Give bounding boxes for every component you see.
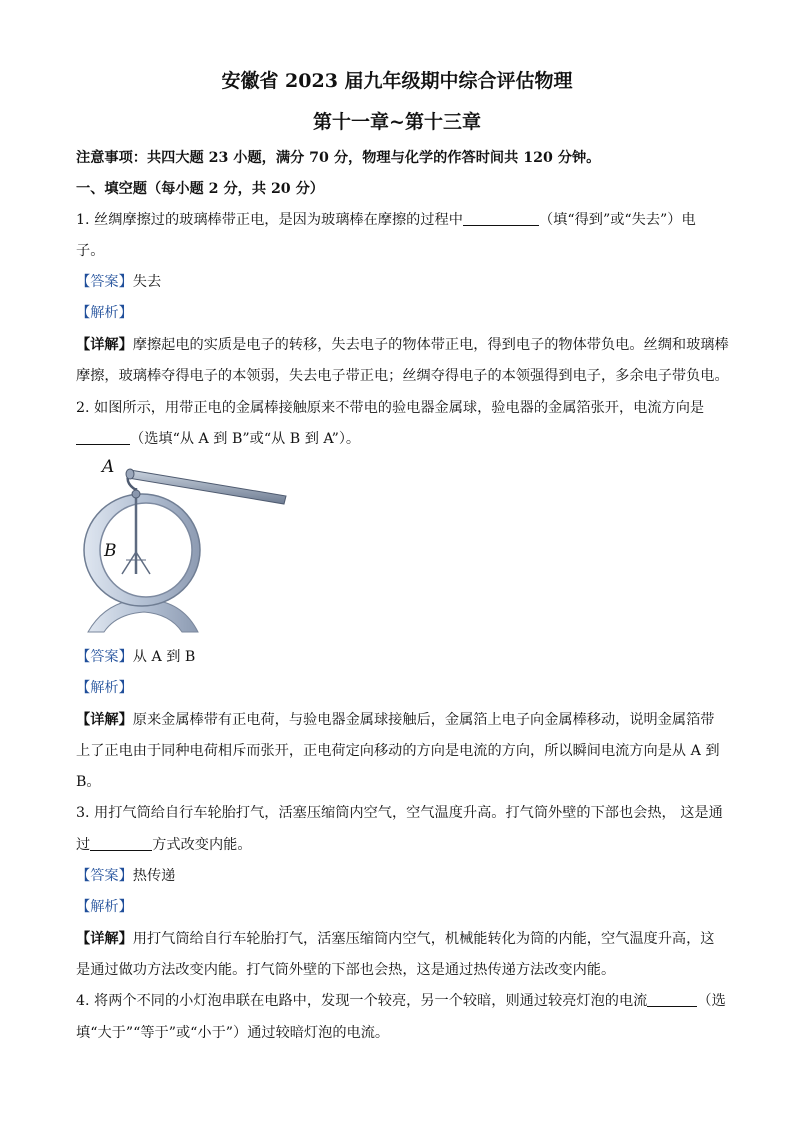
question-1-stem [76, 209, 696, 229]
detail-text: 摩擦起电的实质是电子的转移，失去电子的物体带正电，得到电子的物体带负电。丝绸和玻璃棒 [132, 337, 729, 353]
answer-blank [463, 211, 539, 226]
question-1-text-a: 1. 丝绸摩擦过的玻璃棒带正电，是因为玻璃棒在摩擦的过程中 [76, 212, 463, 228]
analysis-label: 【解析】 [76, 899, 133, 915]
detail-label: 【详解】 [76, 712, 133, 728]
answer-label: 【答案】 [76, 868, 133, 884]
question-4-text-b: （选 [697, 993, 726, 1009]
question-1-answer [76, 271, 161, 291]
answer-text: 失去 [132, 274, 162, 290]
label-a: A [102, 457, 115, 477]
question-2-analysis [76, 677, 133, 697]
question-4-stem [76, 990, 726, 1010]
question-1-detail [76, 334, 729, 354]
question-2-detail-cont: 上了正电由于同种电荷相斥而张开，正电荷定向移动的方向是电流的方向，所以瞬间电流方向是从 A 到 [76, 743, 720, 759]
question-1-stem-cont: 子。 [76, 243, 105, 259]
detail-label: 【详解】 [76, 337, 133, 353]
question-2-stem-cont [76, 428, 360, 448]
question-3-analysis [76, 896, 133, 916]
question-2-stem: 2. 如图所示，用带正电的金属棒接触原来不带电的验电器金属球，验电器的金属箔张开，电流方向是 [76, 400, 705, 416]
question-1-detail-cont: 摩擦，玻璃棒夺得电子的本领弱，失去电子带正电；丝绸夺得电子的本领强得到电子，多余电子带负电。 [76, 368, 729, 384]
detail-label: 【详解】 [76, 931, 133, 947]
answer-label: 【答案】 [76, 649, 133, 665]
question-3-detail-cont: 是通过做功方法改变内能。打气筒外壁的下部也会热，这是通过热传递方法改变内能。 [76, 962, 616, 978]
question-2-detail-end: B。 [76, 774, 101, 790]
question-3-stem-cont [76, 834, 252, 854]
question-2-text-b: （选填“从 A 到 B”或“从 B 到 A”）。 [130, 431, 361, 447]
question-3-detail [76, 928, 714, 948]
detail-text: 原来金属棒带有正电荷，与验电器金属球接触后，金属箔上电子向金属棒移动，说明金属箔带 [132, 712, 715, 728]
section-heading: 一、填空题（每小题 2 分，共 20 分） [76, 181, 324, 197]
detail-text: 用打气筒给自行车轮胎打气，活塞压缩筒内空气，机械能转化为筒的内能，空气温度升高，这 [132, 931, 715, 947]
answer-text: 热传递 [132, 868, 176, 884]
answer-blank [647, 992, 697, 1007]
analysis-label: 【解析】 [76, 305, 133, 321]
rod-end [126, 469, 134, 479]
electroscope-figure [74, 454, 290, 634]
question-4-stem-cont: 填“大于”“等于”或“小于”）通过较暗灯泡的电流。 [76, 1025, 390, 1041]
answer-blank [76, 430, 130, 445]
question-3-stem: 3. 用打气筒给自行车轮胎打气，活塞压缩筒内空气，空气温度升高。打气筒外壁的下部也会热， 这是通 [76, 805, 723, 821]
question-3-text-c: 方式改变内能。 [152, 837, 252, 853]
question-1-analysis [76, 302, 133, 322]
question-4-text-a: 4. 将两个不同的小灯泡串联在电路中，发现一个较亮，另一个较暗，则通过较亮灯泡的电流 [76, 993, 648, 1009]
question-2-detail [76, 709, 714, 729]
question-3-text-b: 过 [76, 837, 91, 853]
electroscope-illustration [74, 454, 290, 634]
analysis-label: 【解析】 [76, 680, 133, 696]
label-b: B [104, 541, 117, 561]
question-3-answer [76, 865, 175, 885]
answer-label: 【答案】 [76, 274, 133, 290]
metal-ball [132, 490, 140, 498]
notice: 注意事项：共四大题 23 小题，满分 70 分，物理与化学的作答时间共 120 分钟。 [76, 150, 601, 166]
answer-blank [90, 836, 152, 851]
exam-title: 安徽省 2023 届九年级期中综合评估物理 [221, 70, 573, 92]
answer-text: 从 A 到 B [132, 649, 196, 665]
chapter-range-subtitle: 第十一章~第十三章 [313, 111, 481, 133]
question-2-answer [76, 646, 195, 666]
question-1-text-b: （填“得到”或“失去”）电 [538, 212, 696, 228]
